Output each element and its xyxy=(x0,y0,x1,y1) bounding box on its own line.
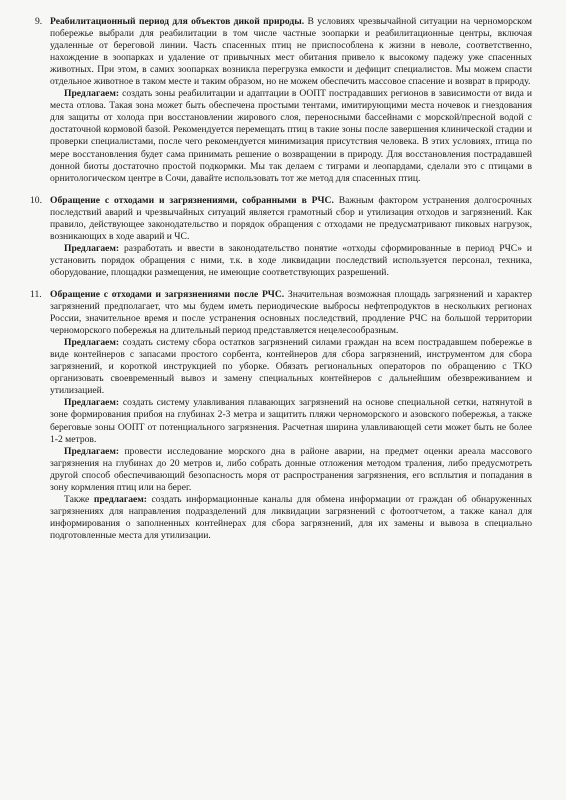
proposal-label: Предлагаем: xyxy=(64,337,120,349)
proposal-paragraph xyxy=(50,243,532,279)
proposal-label: Предлагаем: xyxy=(64,88,120,100)
proposal-text: создать информационные каналы для обмена информации от граждан об обнаруженных загрязнениях для направления подразделений для ликвидации загрязнений с фотоотчетом, а также канал для информирования о заполненных контейнерах для сбора загрязнений, для их замены и вывоза в специально подготовленные места для утилизации. xyxy=(50,493,532,541)
section-intro xyxy=(50,195,532,243)
section-title: Реабилитационный период для объектов дикой природы. xyxy=(50,16,305,27)
section-item-11 xyxy=(30,288,532,542)
proposal-text: создать зоны реабилитации и адаптации в ООПТ пострадавших регионов в зависимости от вида и места отлова. Такая зона может быть обеспечена простыми тентами, имитирующими места ночевок и гнездования для защиты от холода при восстановлении жирового слоя, переносными бассейнами с морской/пресной водой с достаточной кормовой базой. Рекомендуется перемещать птиц в такие зоны после завершения клинической стадии и проверки специалистами, после чего рекомендуется минимизация присутствия человека. В этих условиях, птица по мере восстановления будет сама принимать решение о возвращении в природу. Для восстановления пострадавшей донной биоты достаточно простой подкормки. Мы так делаем с тиграми и леопардами, сделали это с птицами в орнитологическом центре в Сочи, давайте использовать тот же метод для спасенных птиц. xyxy=(50,88,532,184)
section-item-10 xyxy=(30,194,532,279)
section-number: 10. xyxy=(30,194,42,206)
proposal-paragraph xyxy=(50,446,532,494)
section-number: 11. xyxy=(30,288,42,300)
proposal-paragraph xyxy=(50,337,532,397)
proposal-paragraph xyxy=(50,494,532,542)
proposal-prefix: Также xyxy=(64,493,90,505)
section-intro-text: Важным фактором устранения долгосрочных последствий аварий и чрезвычайных ситуаций является грамотный сбор и утилизация отходов и загрязнений. Как правило, действующее законодательство и порядок обращения с отходами не предусматривают пиковых нагрузок, возникающих в ходе аварий и ЧС. xyxy=(50,194,532,242)
section-intro xyxy=(50,16,532,88)
section-intro-text: Значительная возможная площадь загрязнений и характер загрязнений предполагает, что мы будем иметь периодические выбросы нефтепродуктов в нескольких регионах России, значительное время и после устранения основных последствий, продление РЧС на большой территории черноморского побережья на длительный период представляется нецелесообразным. xyxy=(50,288,532,337)
proposal-text: разработать и ввести в законодательство понятие «отходы сформированные в период РЧС» и установить порядок обращения с ними, т.к. в ходе ликвидации последствий используется персонал, техника, оборудование, площадки размещения, не имеющие соответствующих разрешений. xyxy=(50,242,532,278)
proposal-text: провести исследование морского дна в районе аварии, на предмет оценки ареала массового загрязнения на глубинах до 20 метров и, либо собрать донные отложения методом траления, либо предусмотреть другой способ обеспечивающий безопасность моря от распространения загрязнения, его всплытия и попадания в зону кормления птиц или на берег. xyxy=(50,445,532,493)
proposal-label: Предлагаем: xyxy=(64,242,120,254)
section-intro xyxy=(50,289,532,337)
section-title: Обращение с отходами и загрязнениями после РЧС. xyxy=(50,288,285,300)
proposal-label: предлагаем: xyxy=(93,493,147,505)
section-number: 9. xyxy=(35,16,43,27)
proposal-label: Предлагаем: xyxy=(64,445,120,457)
proposal-paragraph xyxy=(50,88,532,184)
proposal-paragraph xyxy=(50,397,532,445)
proposal-text: создать систему улавливания плавающих загрязнений на основе специальной сетки, натянутой в зоне формирования прибоя на глубинах 2-3 метра и защитить пляжи черноморского и азовского побережья, а также береговые зоны ООПТ от потенциального загрязнения. Расчетная ширина улавливающей сети может быть не более 1-2 метров. xyxy=(50,397,532,445)
section-item-9 xyxy=(35,16,532,185)
section-intro-text: В условиях чрезвычайной ситуации на черноморском побережье выбрали для реабилитации в том числе частные зоопарки и реабилитационные центры, включая удаленные от береговой линии. Часть спасенных птиц не приспособлена к жизни в неволе, соответственно, нахождение в зоопарках и удаление от привычных мест обитания привело к высокому падежу уже спасенных животных. При этом, в самих зоопарках возникла перегрузка емкости и дефицит специалистов. Мы можем спасти отдельное животное в таком месте и таким образом, но не можем обеспечить массовое спасение и возврат в природу. xyxy=(50,16,532,88)
section-title: Обращение с отходами и загрязнениями, собранными в РЧС. xyxy=(50,194,334,206)
proposal-label: Предлагаем: xyxy=(64,397,120,409)
proposal-text: создать систему сбора остатков загрязнений силами граждан на всем пострадавшем побережье в виде контейнеров с запасами простого сорбента, контейнеров для сбора загрязнений, инструментом для сбора загрязнений, и короткой инструкцией по уборке. Обязать региональных операторов по обращению с ТКО организовать своевременный вывоз и замену специальных контейнеров с дальнейшим обезвреживанием и утилизацией. xyxy=(50,337,532,397)
